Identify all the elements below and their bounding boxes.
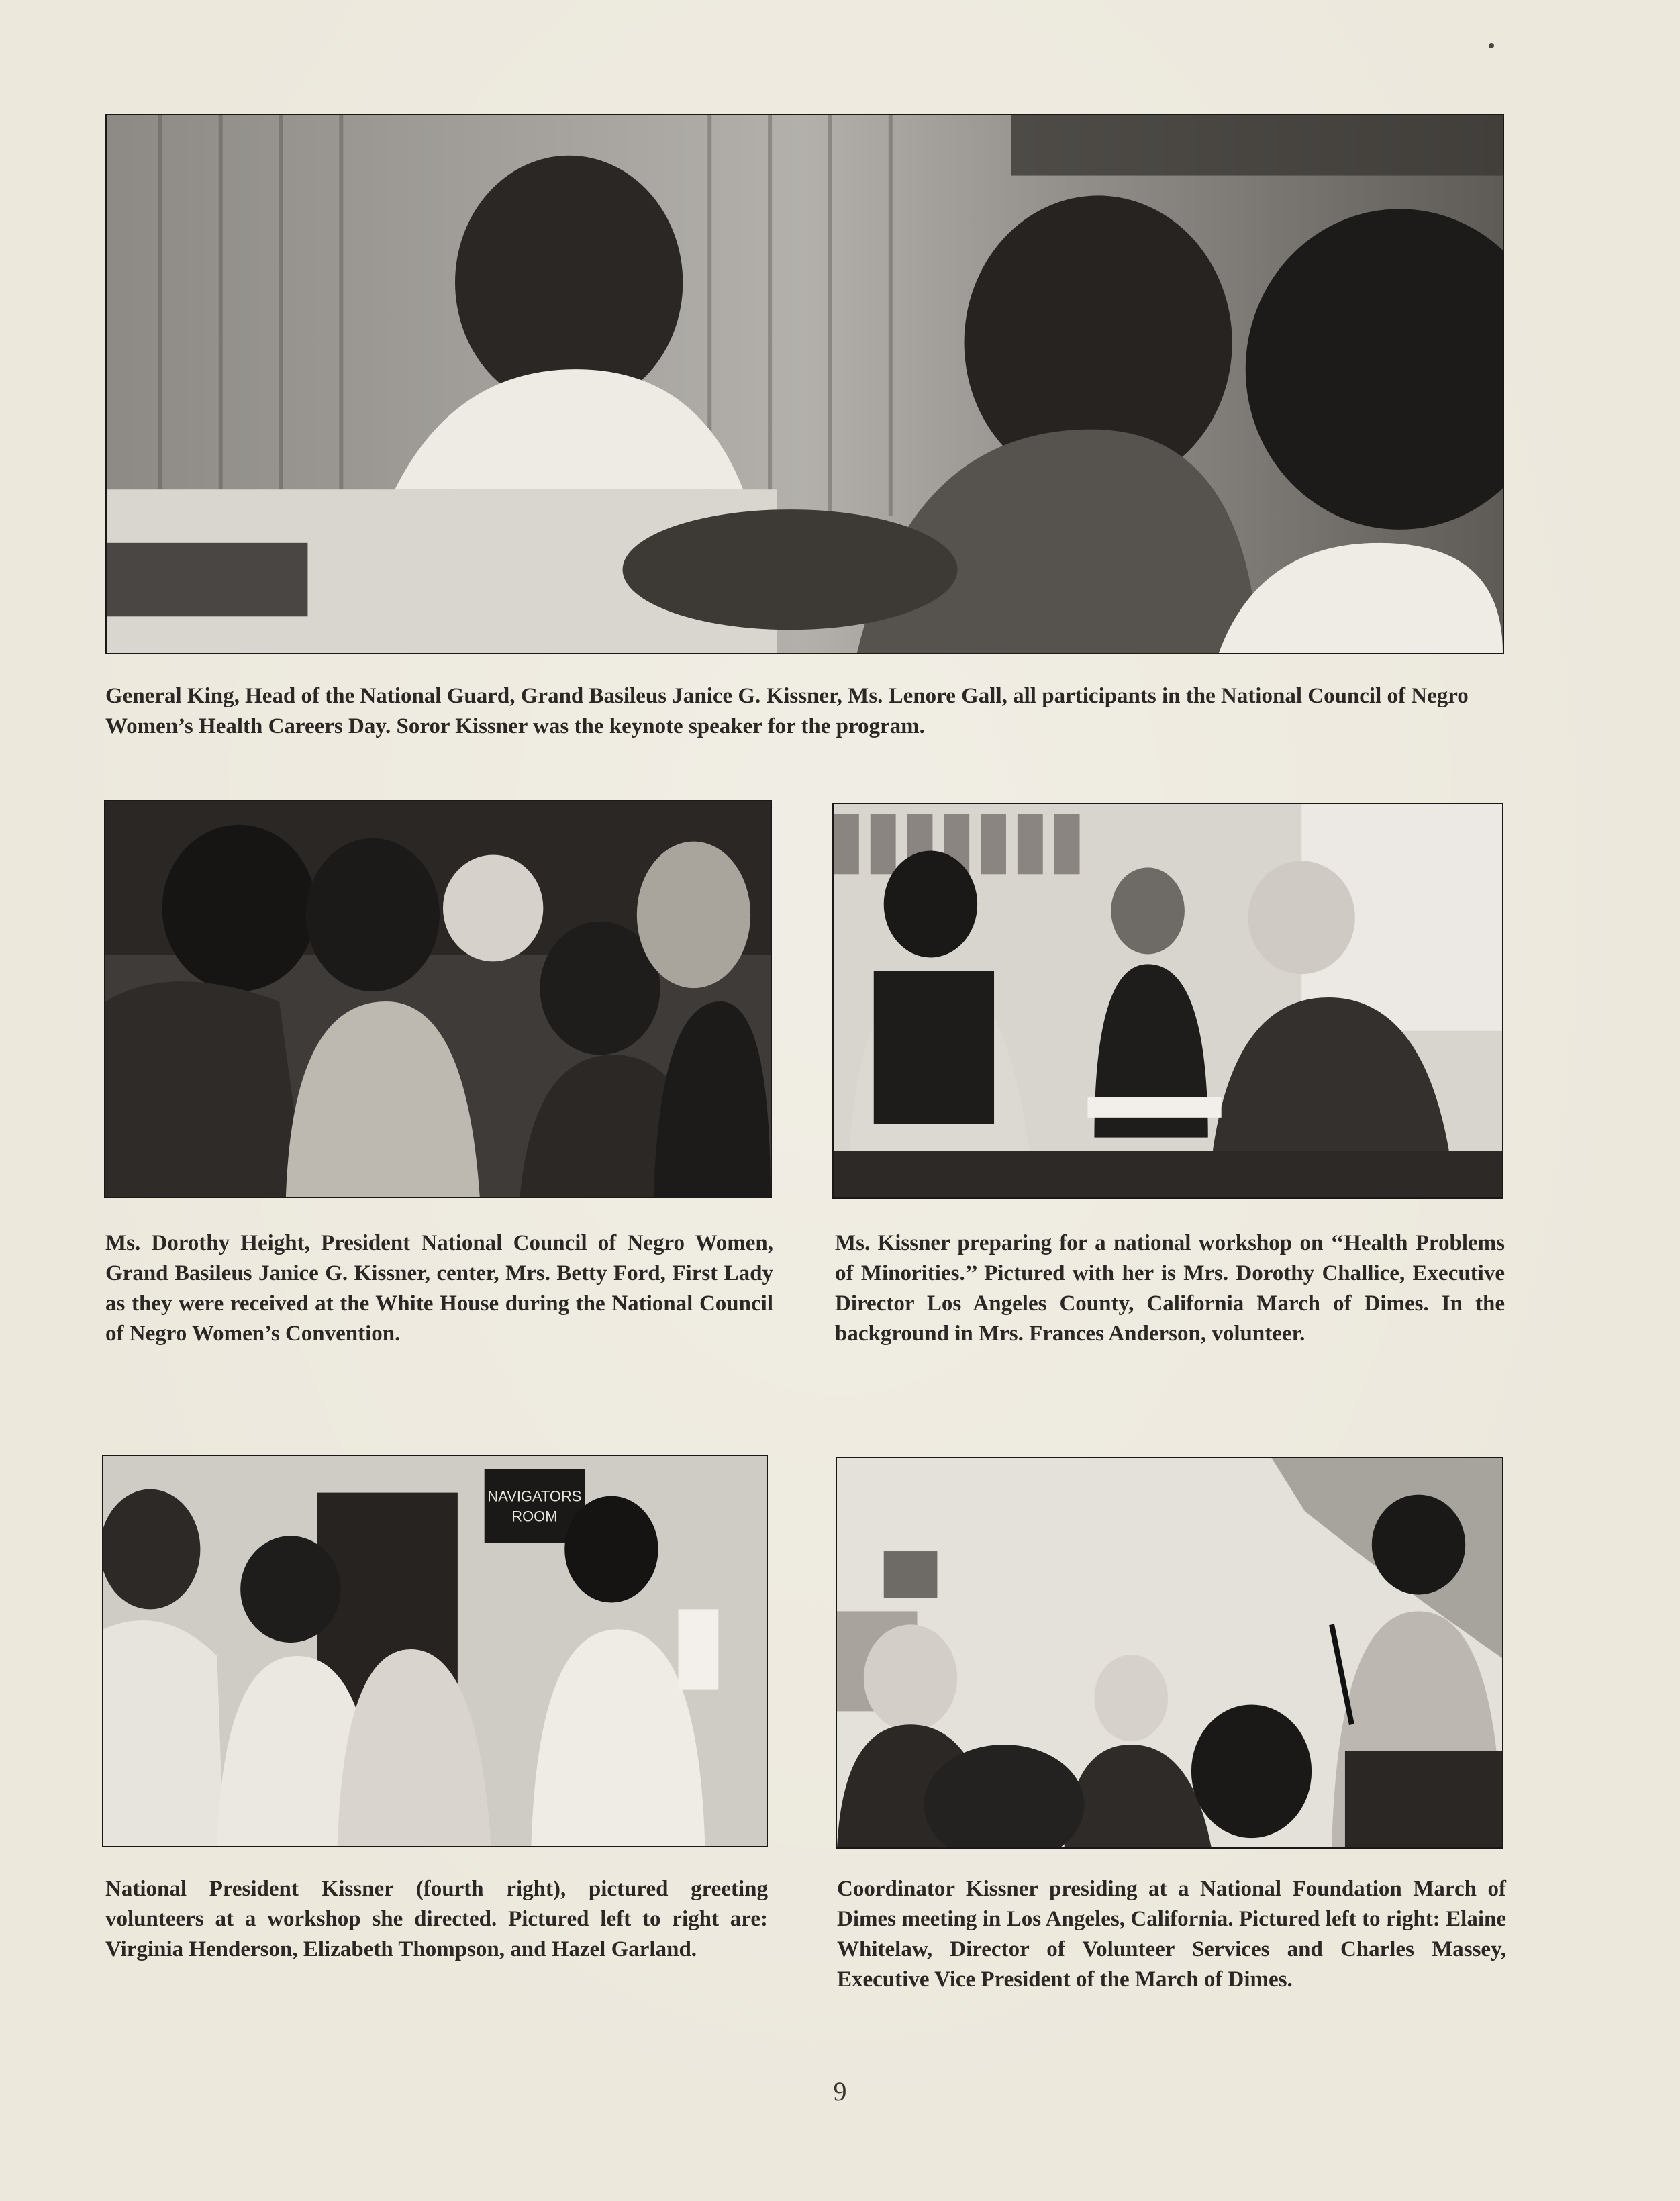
photo-health-careers-day	[105, 114, 1504, 654]
photo-volunteer-workshop	[102, 1455, 768, 1847]
print-speck	[1489, 43, 1494, 48]
photo-health-workshop-image	[834, 804, 1502, 1197]
caption-white-house-reception: Ms. Dorothy Height, President National Council of Negro Women, Grand Basileus Janice G. Kissner, center, Mrs. Betty Ford, First Lady as they were received at the White House during the National Council of Negro Women’s Convention.	[105, 1231, 773, 1346]
caption-health-careers-day: General King, Head of the National Guard, Grand Basileus Janice G. Kissner, Ms. Lenore Gall, all participants in the National Council of Negro Women’s Health Careers Day. Soror Kissner was the keynote speaker for the program.	[105, 684, 1469, 738]
caption-volunteer-workshop: National President Kissner (fourth right), pictured greeting volunteers at a workshop she directed. Pictured left to right are: Virginia Henderson, Elizabeth Thompson, and Hazel Garland.	[105, 1877, 768, 1961]
caption-health-workshop: Ms. Kissner preparing for a national workshop on ‘‘Health Problems of Minorities.’’ Pictured with her is Mrs. Dorothy Challice, Executive Director Los Angeles County, California March of Dimes. In the background in Mrs. Frances Anderson, volunteer.	[835, 1231, 1505, 1346]
navigators-room-sign-line1: NAVIGATORS	[487, 1487, 582, 1505]
photo-health-workshop	[832, 803, 1503, 1199]
photo-march-of-dimes-meeting	[836, 1457, 1503, 1849]
page-number: 9	[833, 2076, 847, 2106]
photo-white-house-reception-image	[105, 801, 771, 1197]
caption-march-of-dimes-meeting: Coordinator Kissner presiding at a National Foundation March of Dimes meeting in Los Angeles, California. Pictured left to right: Elaine Whitelaw, Director of Volunteer Services and Charles Massey, Executive Vice President of the March of Dimes.	[837, 1877, 1506, 1992]
photo-health-careers-day-image	[107, 115, 1503, 653]
photo-march-of-dimes-meeting-image	[837, 1458, 1502, 1847]
photo-volunteer-workshop-image	[103, 1456, 767, 1846]
photo-white-house-reception	[104, 800, 772, 1198]
navigators-room-sign-line2: ROOM	[511, 1508, 558, 1525]
